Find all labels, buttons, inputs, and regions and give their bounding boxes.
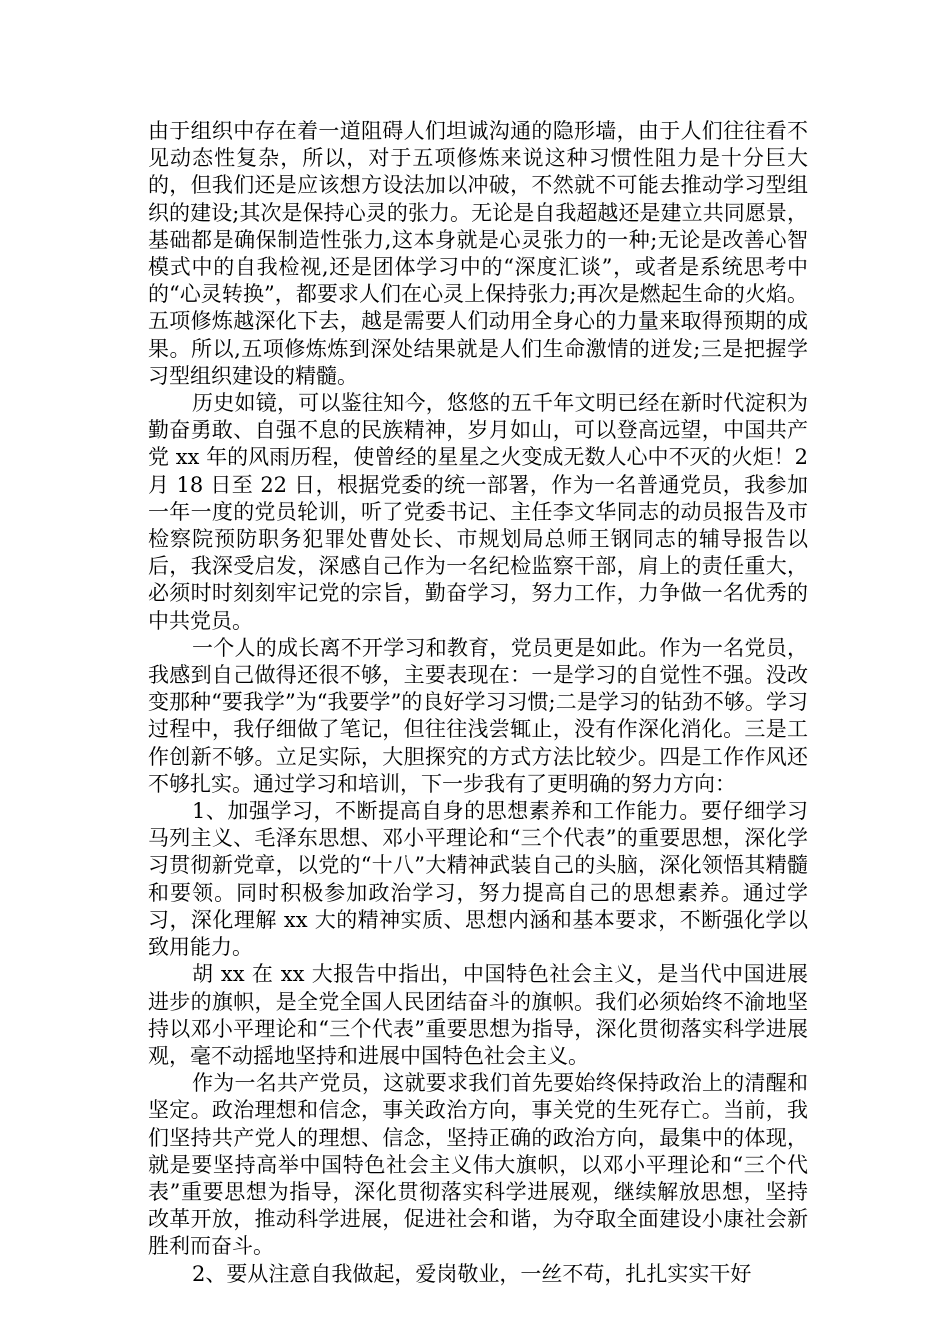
paragraph-6: 作为一名共产党员，这就要求我们首先要始终保持政治上的清醒和坚定。政治理想和信念，事关政治方向，事关党的生死存亡。当前，我们坚持共产党人的理想、信念，坚持正确的政治方向，最集中的体现，就是要坚持高举中国特色社会主义伟大旗帜，以邓小平理论和“三个代表”重要思想为指导，深化贯彻落实科学进展观，继续解放思想，坚持改革开放，推动科学进展，促进社会和谐，为夺取全面建设小康社会新胜利而奋斗。 [148,1071,808,1259]
document-body [148,118,808,1288]
paragraph-4: 1、加强学习，不断提高自身的思想素养和工作能力。要仔细学习马列主义、毛泽东思想、邓小平理论和“三个代表”的重要思想，深化学习贯彻新党章，以党的“十八”大精神武装自己的头脑，深化领悟其精髓和要领。同时积极参加政治学习，努力提高自己的思想素养。通过学习，深化理解 xx 大的精神实质、思想内涵和基本要求，不断强化学以致用能力。 [148,799,808,960]
paragraph-3: 一个人的成长离不开学习和教育，党员更是如此。作为一名党员，我感到自己做得还很不够，主要表现在：一是学习的自觉性不强。没改变那种“要我学”为“我要学”的良好学习习惯;二是学习的钻劲不够。学习过程中，我仔细做了笔记，但往往浅尝辄止，没有作深化消化。三是工作创新不够。立足实际，大胆探究的方式方法比较少。四是工作作风还不够扎实。通过学习和培训，下一步我有了更明确的努力方向： [148,635,808,796]
paragraph-2: 历史如镜，可以鉴往知今，悠悠的五千年文明已经在新时代淀积为勤奋勇敢、自强不息的民族精神，岁月如山，可以登高远望，中国共产党 xx 年的风雨历程，使曾经的星星之火变成无数人心中不灭的火炬！2 月 18 日至 22 日，根据党委的统一部署，作为一名普通党员，我参加一年一度的党员轮训，听了党委书记、主任李文华同志的动员报告及市检察院预防职务犯罪处曹处长、市规划局总师王钢同志的辅导报告以后，我深受启发，深感自己作为一名纪检监察干部，肩上的责任重大，必须时时刻刻牢记党的宗旨，勤奋学习，努力工作，力争做一名优秀的中共党员。 [148,391,808,633]
paragraph-5: 胡 xx 在 xx 大报告中指出，中国特色社会主义，是当代中国进展进步的旗帜，是全党全国人民团结奋斗的旗帜。我们必须始终不渝地坚持以邓小平理论和“三个代表”重要思想为指导，深化贯彻落实科学进展观，毫不动摇地坚持和进展中国特色社会主义。 [148,962,808,1068]
paragraph-1: 由于组织中存在着一道阻碍人们坦诚沟通的隐形墙，由于人们往往看不见动态性复杂，所以，对于五项修炼来说这种习惯性阻力是十分巨大的，但我们还是应该想方设法加以冲破，不然就不可能去推动学习型组织的建设;其次是保持心灵的张力。无论是自我超越还是建立共同愿景，基础都是确保制造性张力,这本身就是心灵张力的一种;无论是改善心智模式中的自我检视,还是团体学习中的“深度汇谈”，或者是系统思考中的“心灵转换”，都要求人们在心灵上保持张力;再次是燃起生命的火焰。五项修炼越深化下去，越是需要人们动用全身心的力量来取得预期的成果。所以,五项修炼炼到深处结果就是人们生命激情的迸发;三是把握学习型组织建设的精髓。 [148,119,808,388]
paragraph-7: 2、要从注意自我做起，爱岗敬业，一丝不苟，扎扎实实干好 [192,1261,752,1286]
